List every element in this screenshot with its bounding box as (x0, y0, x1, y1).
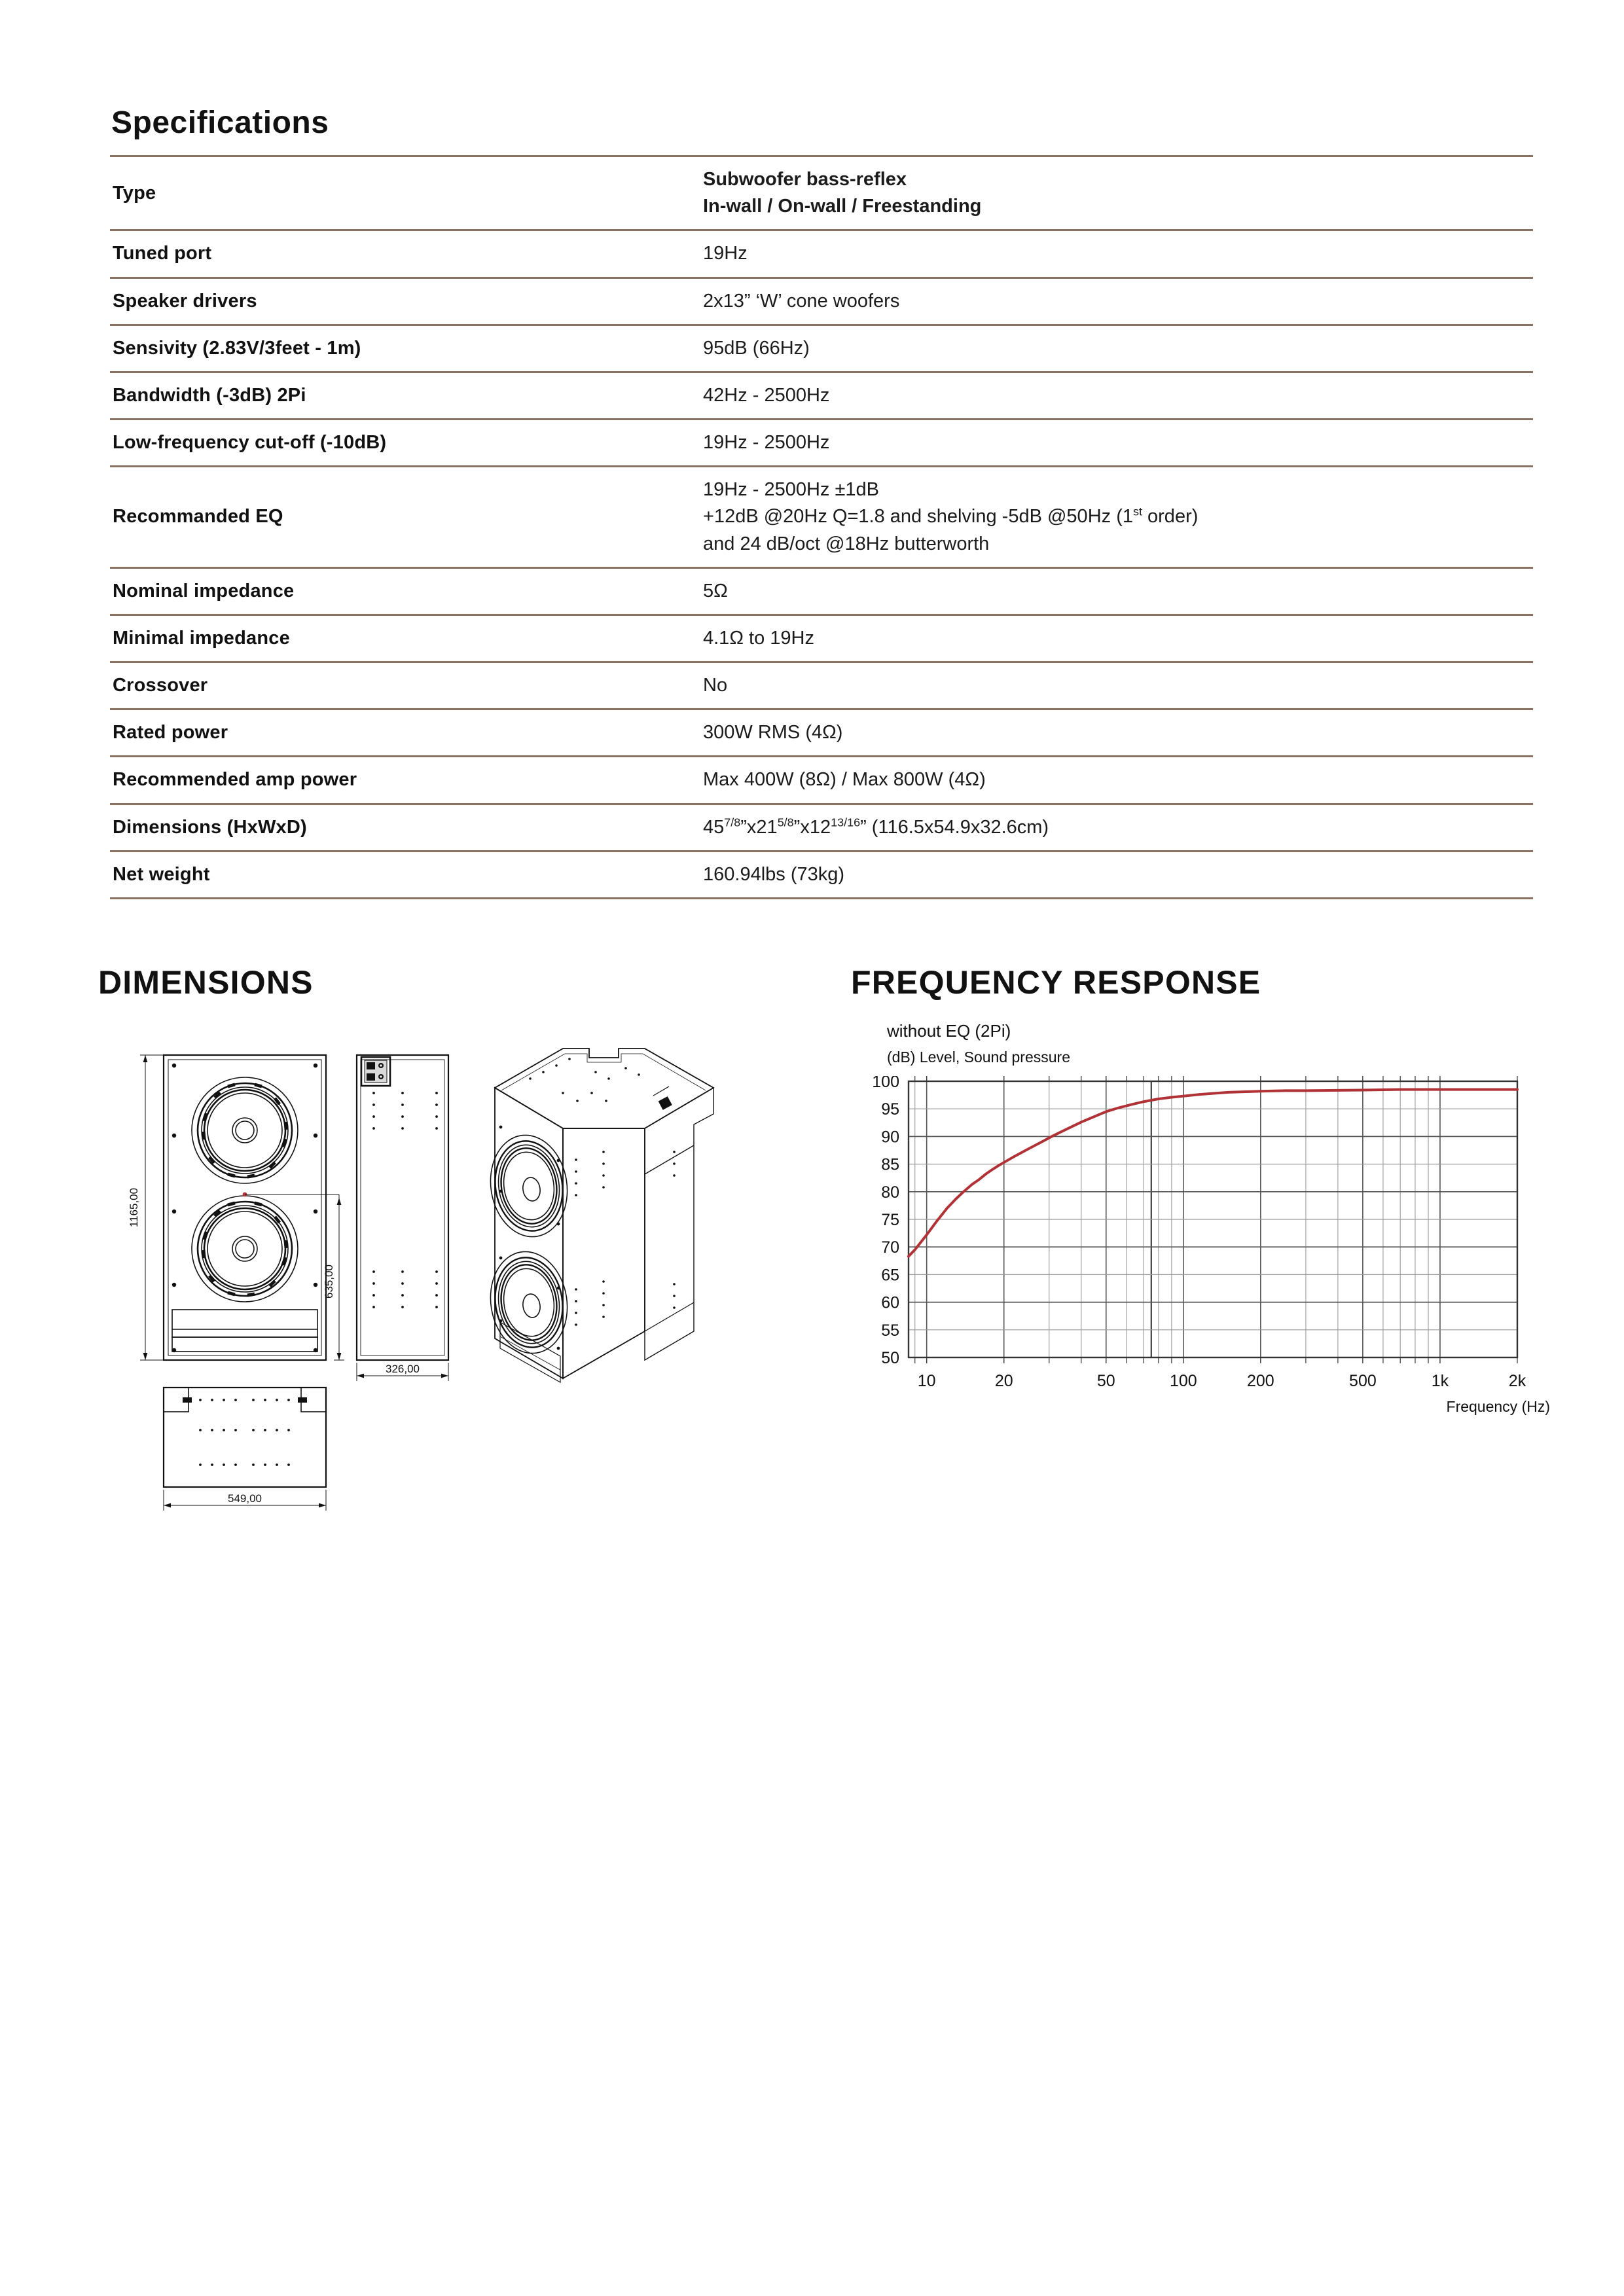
bottom-view-screw-grid (199, 1399, 290, 1466)
spec-label: Rated power (113, 722, 228, 744)
front-view (164, 1055, 326, 1360)
spec-value: 300W RMS (4Ω) (703, 722, 843, 744)
chart-xtick-label: 2k (1508, 1372, 1526, 1390)
iso-terminal-plate (653, 1086, 672, 1110)
chart-xtick-label: 20 (994, 1372, 1013, 1390)
table-row (110, 230, 1533, 278)
spec-value: 160.94lbs (73kg) (703, 863, 845, 885)
eq-ordinal-suffix: st (1132, 505, 1142, 518)
spec-label: Minimal impedance (113, 627, 290, 649)
spec-value (699, 156, 1533, 230)
spec-label: Bandwidth (-3dB) 2Pi (113, 384, 306, 406)
technical-drawings (111, 1041, 805, 1564)
table-row (110, 615, 1533, 662)
chart-xtick-label: 100 (1169, 1372, 1197, 1390)
frequency-response-heading: FREQUENCY RESPONSE (851, 963, 1261, 1001)
eq-text-b: order) (1142, 506, 1199, 528)
dim-w-frac: 5/8 (777, 815, 794, 829)
table-row (110, 156, 1533, 230)
isometric-view (484, 1049, 713, 1382)
spec-value: Max 400W (8Ω) / Max 800W (4Ω) (703, 769, 986, 791)
table-row (110, 567, 1533, 615)
spec-value (699, 804, 1533, 851)
chart-series-line (909, 1090, 1517, 1257)
spec-label: Nominal impedance (113, 580, 295, 601)
table-row (110, 709, 1533, 757)
spec-value: 19Hz - 2500Hz (703, 432, 830, 454)
driver-spacing-label: 635,00 (323, 1265, 335, 1299)
dim-sep-2: ”x (793, 816, 810, 838)
spec-label: Dimensions (HxWxD) (113, 816, 307, 838)
chart-ytick-label: 60 (881, 1293, 899, 1312)
spec-label: Net weight (113, 863, 210, 885)
dim-h-frac: 7/8 (724, 815, 741, 829)
chart-ytick-label: 70 (881, 1238, 899, 1257)
spec-label: Sensivity (2.83V/3feet - 1m) (113, 337, 361, 359)
depth-dimension-label: 326,00 (386, 1363, 420, 1375)
dim-metric: (116.5x54.9x32.6cm) (866, 816, 1049, 838)
height-dimension-label: 1165,00 (128, 1187, 140, 1228)
spec-value-line: and 24 dB/oct @18Hz butterworth (703, 533, 990, 554)
spec-label: Tuned port (113, 243, 212, 264)
dim-sep-3: ” (860, 816, 867, 838)
chart-xtick-label: 50 (1096, 1372, 1115, 1390)
spec-value: 95dB (66Hz) (703, 337, 810, 359)
spec-value: 19Hz (703, 243, 748, 264)
chart-svg (851, 1076, 1532, 1416)
table-row (110, 325, 1533, 372)
chart-ytick-label: 95 (881, 1100, 899, 1119)
frequency-response-chart (851, 1021, 1558, 1440)
spec-label: Low-frequency cut-off (-10dB) (113, 432, 387, 454)
spec-label: Speaker drivers (113, 290, 257, 312)
chart-ytick-label: 50 (881, 1349, 899, 1367)
specifications-table (110, 155, 1533, 899)
chart-xtick-label: 1k (1431, 1372, 1449, 1390)
spec-value-line: 19Hz - 2500Hz ±1dB (703, 479, 880, 501)
table-row (110, 278, 1533, 325)
table-row (110, 851, 1533, 898)
spec-value: 4.1Ω to 19Hz (703, 627, 814, 649)
chart-plot-area (851, 1076, 1532, 1420)
width-dimension-label: 549,00 (228, 1492, 262, 1505)
specifications-section (110, 105, 1533, 899)
dim-h: 45 (703, 816, 725, 838)
side-view (357, 1055, 448, 1360)
dim-w: 21 (756, 816, 778, 838)
terminal-plate (361, 1057, 390, 1086)
table-row (110, 757, 1533, 804)
dim-d-frac: 13/16 (831, 815, 861, 829)
woofer-lower (192, 1196, 298, 1302)
table-row (110, 467, 1533, 568)
spec-value-line: Subwoofer bass-reflex (703, 169, 907, 190)
iso-screw-dots (499, 1058, 676, 1350)
spec-value-line (703, 503, 1530, 530)
spec-value: 5Ω (703, 580, 728, 601)
spec-value-line: In-wall / On-wall / Freestanding (703, 196, 982, 217)
chart-ytick-label: 80 (881, 1183, 899, 1202)
side-view-screw-grid (372, 1092, 438, 1308)
chart-ytick-label: 90 (881, 1128, 899, 1147)
spec-label: Type (113, 182, 156, 204)
page-title: Specifications (111, 105, 329, 140)
woofer-upper (192, 1077, 298, 1183)
bottom-view (164, 1388, 326, 1487)
chart-ytick-label: 55 (881, 1321, 899, 1340)
bass-reflex-port (172, 1310, 317, 1352)
spec-label: Recommended amp power (113, 769, 357, 791)
chart-ytick-label: 85 (881, 1155, 899, 1174)
spec-label: Recommanded EQ (113, 506, 283, 528)
table-row (110, 372, 1533, 419)
iso-woofer-lower (484, 1246, 575, 1359)
drawings-svg (111, 1041, 805, 1564)
spec-value: 42Hz - 2500Hz (703, 384, 830, 406)
table-row (110, 662, 1533, 709)
chart-ytick-label: 100 (872, 1076, 899, 1091)
chart-xtick-label: 500 (1349, 1372, 1377, 1390)
iso-woofer-upper (484, 1130, 575, 1242)
dim-d: 12 (809, 816, 831, 838)
chart-subtitle-2: (dB) Level, Sound pressure (887, 1049, 1070, 1066)
spec-value: No (703, 675, 728, 696)
chart-xtick-label: 10 (917, 1372, 936, 1390)
height-dimension (140, 1055, 164, 1360)
dimensions-heading: DIMENSIONS (98, 963, 314, 1001)
chart-subtitle-1: without EQ (2Pi) (887, 1021, 1011, 1041)
table-row (110, 420, 1533, 467)
chart-ytick-label: 65 (881, 1266, 899, 1285)
dim-sep-1: ”x (740, 816, 757, 838)
chart-ytick-label: 75 (881, 1211, 899, 1229)
chart-xtick-label: 200 (1247, 1372, 1274, 1390)
spec-value: 2x13” ‘W’ cone woofers (703, 290, 900, 312)
table-row (110, 804, 1533, 851)
spec-label: Crossover (113, 675, 208, 696)
chart-x-axis-title: Frequency (Hz) (1446, 1398, 1550, 1415)
eq-text-a: +12dB @20Hz Q=1.8 and shelving -5dB @50Hz (1 (703, 506, 1133, 528)
spec-value (699, 467, 1533, 568)
